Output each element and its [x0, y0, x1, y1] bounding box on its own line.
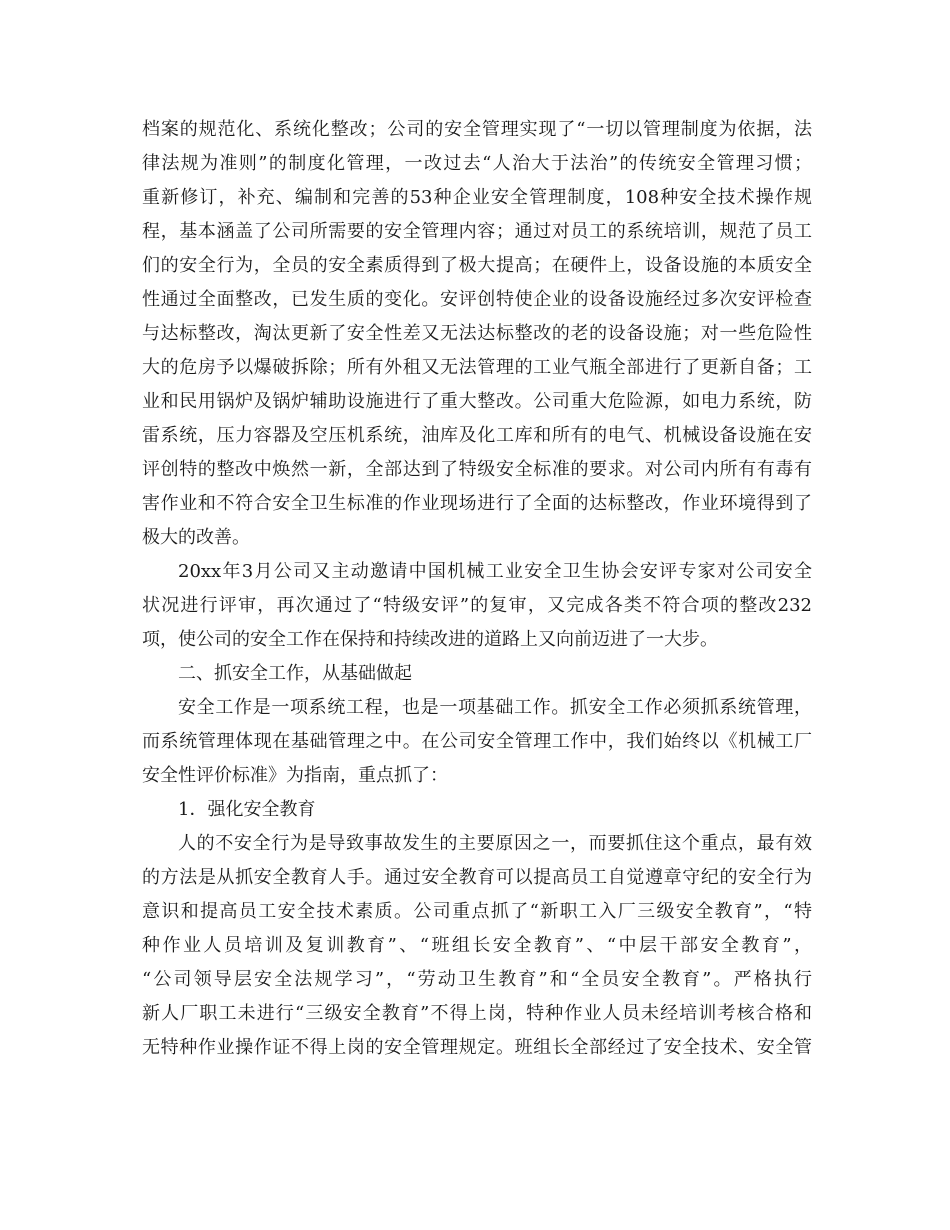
text-line-18: 安全工作是一项系统工程，也是一项基础工作。抓安全工作必须抓系统管理，	[178, 697, 812, 718]
text-line-5: 们的安全行为，全员的安全素质得到了极大提高；在硬件上，设备设施的本质安全	[142, 255, 812, 276]
text-line-12: 害作业和不符合安全卫生标准的作业现场进行了全面的达标整改，作业环境得到了	[142, 493, 812, 514]
text-line-15: 状况进行评审，再次通过了“特级安评”的复审，又完成各类不符合项的整改232	[142, 595, 812, 616]
section-heading: 二、抓安全工作，从基础做起	[178, 663, 412, 684]
text-line-8: 大的危房予以爆破拆除；所有外租又无法管理的工业气瓶全部进行了更新自备；工	[142, 357, 812, 378]
text-line-25: 种作业人员培训及复训教育”、“班组长安全教育”、“中层干部安全教育”，	[142, 935, 812, 956]
text-line-7: 与达标整改，淘汰更新了安全性差又无法达标整改的老的设备设施；对一些危险性	[142, 323, 812, 344]
text-line-26: “公司领导层安全法规学习”，“劳动卫生教育”和“全员安全教育”。严格执行	[142, 969, 812, 990]
text-line-14: 20xx年3月公司又主动邀请中国机械工业安全卫生协会安评专家对公司安全	[178, 561, 812, 582]
text-line-10: 雷系统，压力容器及空压机系统，油库及化工库和所有的电气、机械设备设施在安	[142, 425, 812, 446]
text-line-13: 极大的改善。	[142, 527, 250, 548]
text-line-1: 档案的规范化、系统化整改；公司的安全管理实现了“一切以管理制度为依据，法	[142, 119, 812, 140]
subsection-heading: 1．强化安全教育	[178, 799, 316, 820]
text-line-28: 无特种作业操作证不得上岗的安全管理规定。班组长全部经过了安全技术、安全管	[142, 1037, 812, 1058]
text-line-9: 业和民用锅炉及锅炉辅助设施进行了重大整改。公司重大危险源，如电力系统，防	[142, 391, 812, 412]
text-line-11: 评创特的整改中焕然一新，全部达到了特级安全标准的要求。对公司内所有有毒有	[142, 459, 812, 480]
text-line-27: 新人厂职工未进行“三级安全教育”不得上岗，特种作业人员未经培训考核合格和	[142, 1003, 812, 1024]
text-line-24: 意识和提高员工安全技术素质。公司重点抓了“新职工入厂三级安全教育”，“特	[142, 901, 812, 922]
text-line-23: 的方法是从抓安全教育人手。通过安全教育可以提高员工自觉遵章守纪的安全行为	[142, 867, 812, 888]
text-line-2: 律法规为准则”的制度化管理，一改过去“人治大于法治”的传统安全管理习惯；	[142, 153, 812, 174]
text-line-6: 性通过全面整改，已发生质的变化。安评创特使企业的设备设施经过多次安评检查	[142, 289, 812, 310]
text-line-20: 安全性评价标准》为指南，重点抓了：	[142, 765, 448, 786]
document-body	[142, 113, 812, 1065]
text-line-22: 人的不安全行为是导致事故发生的主要原因之一，而要抓住这个重点，最有效	[178, 833, 812, 854]
text-line-16: 项，使公司的安全工作在保持和持续改进的道路上又向前迈进了一大步。	[142, 629, 718, 650]
text-line-3: 重新修订，补充、编制和完善的53种企业安全管理制度，108种安全技术操作规	[142, 187, 812, 208]
text-line-19: 而系统管理体现在基础管理之中。在公司安全管理工作中，我们始终以《机械工厂	[142, 731, 812, 752]
text-line-4: 程，基本涵盖了公司所需要的安全管理内容；通过对员工的系统培训，规范了员工	[142, 221, 812, 242]
